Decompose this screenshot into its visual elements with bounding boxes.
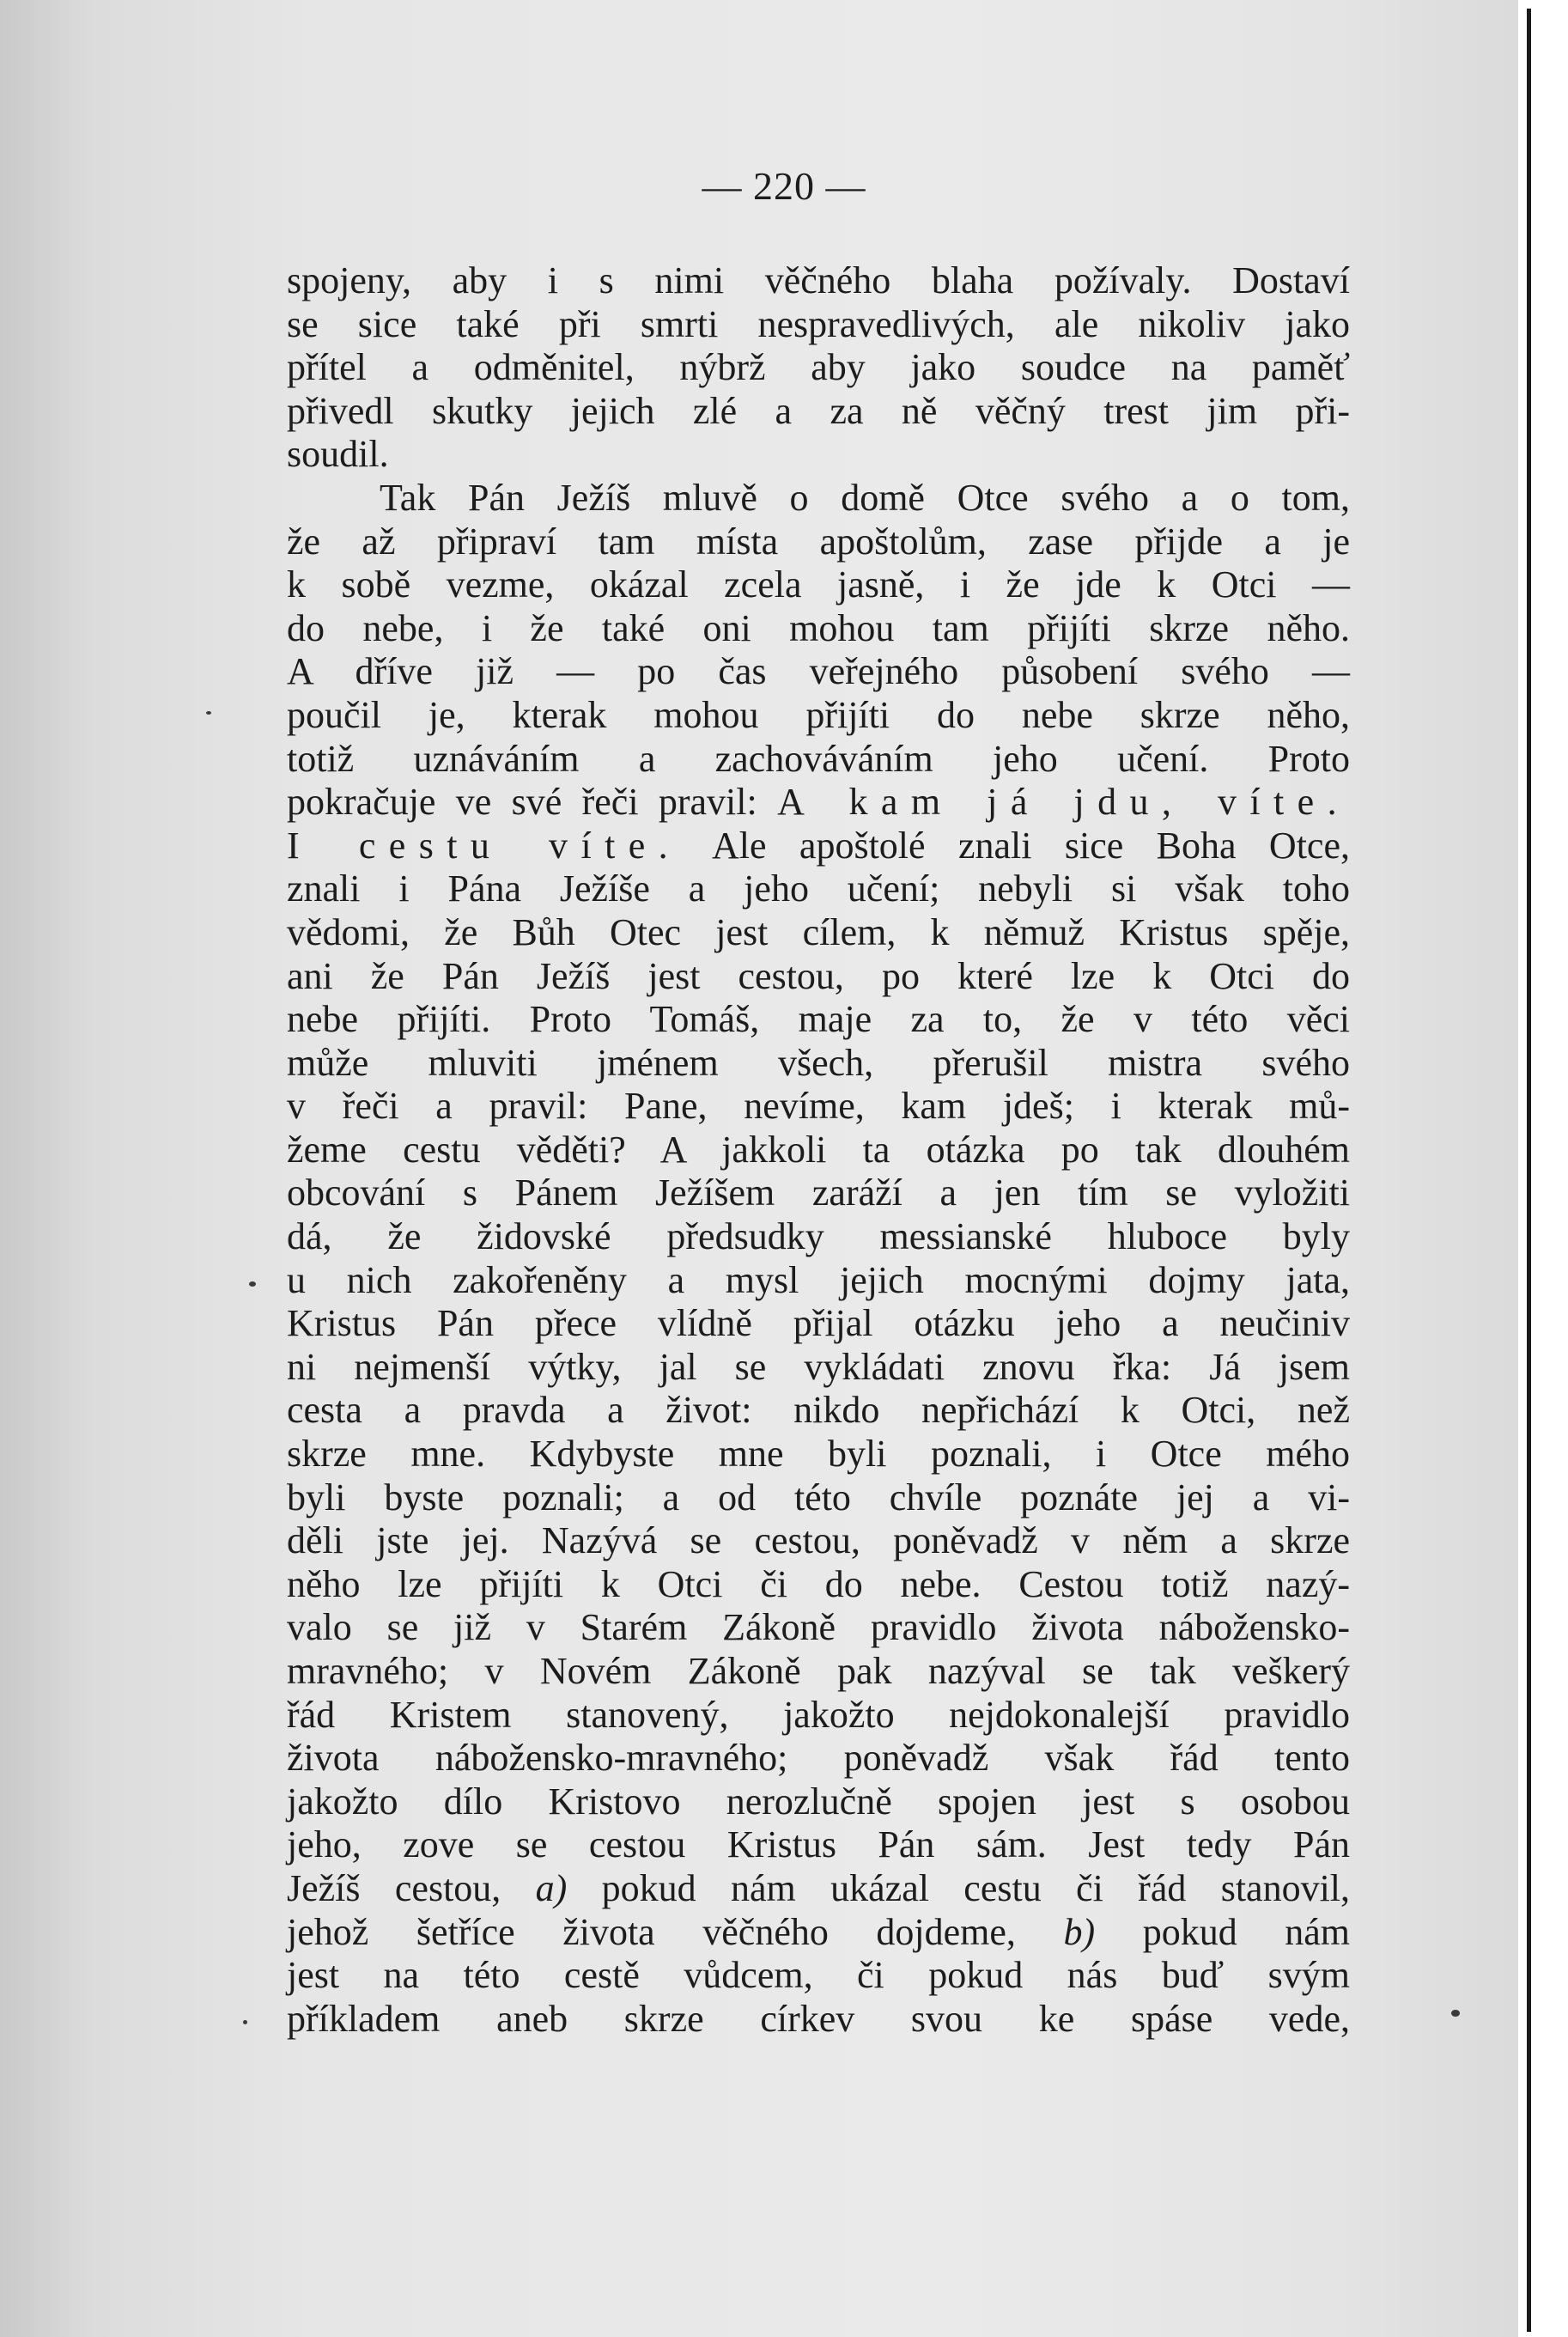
spaced-quote: A kam já jdu, víte. bbox=[777, 781, 1351, 824]
spaced-quote: I cestu víte. bbox=[287, 824, 682, 867]
text-line: v řeči a pravil: Pane, nevíme, kam jdeš; i kterak mů- bbox=[287, 1085, 1350, 1128]
right-margin bbox=[1518, 0, 1568, 2337]
text-line: ni nejmenší výtky, jal se vykládati znovu řka: Já jsem bbox=[287, 1345, 1350, 1388]
text-line: Tak Pán Ježíš mluvě o domě Otce svého a o tom, bbox=[380, 476, 1350, 519]
text-line: valo se již v Starém Zákoně pravidlo života nábožensko- bbox=[287, 1606, 1350, 1649]
text-line: mravného; v Novém Zákoně pak nazýval se tak veškerý bbox=[287, 1650, 1350, 1692]
text-line: jeho, zove se cestou Kristus Pán sám. Jest tedy Pán bbox=[287, 1823, 1350, 1866]
print-speck bbox=[206, 711, 211, 715]
text-line: života nábožensko-mravného; poněvadž však řád tento bbox=[287, 1737, 1350, 1780]
text-line: do nebe, i že také oni mohou tam přijíti skrze něho. bbox=[287, 606, 1350, 649]
text-line: u nich zakořeněny a mysl jejich mocnými dojmy jata, bbox=[287, 1258, 1350, 1301]
text-line: že až připraví tam místa apoštolům, zase přijde a je bbox=[287, 520, 1350, 563]
text-line-quote bbox=[287, 781, 1350, 825]
text-line: žeme cestu věděti? A jakkoli ta otázka po tak dlouhém bbox=[287, 1128, 1350, 1171]
text-line: vědomi, že Bůh Otec jest cílem, k němuž Kristus spěje, bbox=[287, 910, 1350, 953]
quote-prefix: pokračuje ve své řeči pravil: bbox=[287, 781, 757, 824]
print-speck bbox=[249, 1281, 256, 1287]
text-line: děli jste jej. Nazývá se cestou, poněvadž v něm a skrze bbox=[287, 1519, 1350, 1562]
text-line: A dříve již — po čas veřejného působení svého — bbox=[287, 650, 1350, 693]
text-line-quote bbox=[287, 825, 1350, 868]
text-line: cesta a pravda a život: nikdo nepřichází k Otci, než bbox=[287, 1389, 1350, 1432]
point-a-prefix: Ježíš cestou, bbox=[287, 1866, 501, 1909]
text-line: se sice také při smrti nespravedlivých, ale nikoliv jako bbox=[287, 302, 1350, 345]
text-line: řád Kristem stanovený, jakožto nejdokonalejší pravidlo bbox=[287, 1693, 1350, 1736]
page-edge-line bbox=[1527, 9, 1531, 2332]
text-line: může mluviti jménem všech, přerušil mistra svého bbox=[287, 1041, 1350, 1084]
text-line-point-a bbox=[287, 1867, 1350, 1911]
point-a-suffix: pokud nám ukázal cestu či řád stanovil, bbox=[601, 1866, 1351, 1909]
text-line: příkladem aneb skrze církev svou ke spáse vede, bbox=[287, 1997, 1350, 2040]
text-line: byli byste poznali; a od této chvíle poznáte jej a vi- bbox=[287, 1476, 1350, 1518]
print-speck bbox=[243, 2020, 247, 2024]
text-line: k sobě vezme, okázal zcela jasně, i že jde k Otci — bbox=[287, 563, 1350, 606]
text-line: dá, že židovské předsudky messianské hluboce byly bbox=[287, 1215, 1350, 1258]
text-line: Kristus Pán přece vlídně přijal otázku jeho a neučiniv bbox=[287, 1302, 1350, 1345]
text-line: totiž uznáváním a zachováváním jeho učení. Proto bbox=[287, 737, 1350, 780]
text-line: ani že Pán Ježíš jest cestou, po které lze k Otci do bbox=[287, 954, 1350, 997]
text-line: přítel a odměnitel, nýbrž aby jako soudce na paměť bbox=[287, 346, 1350, 389]
text-line: soudil. bbox=[287, 433, 389, 476]
text-line: přivedl skutky jejich zlé a za ně věčný trest jim při- bbox=[287, 389, 1350, 432]
text-line: jest na této cestě vůdcem, či pokud nás buď svým bbox=[287, 1954, 1350, 1997]
print-speck bbox=[1451, 2010, 1460, 2017]
text-line: znali i Pána Ježíše a jeho učení; nebyli si však toho bbox=[287, 867, 1350, 910]
point-b-suffix: pokud nám bbox=[1142, 1910, 1351, 1953]
text-line: obcování s Pánem Ježíšem zaráží a jen tím se vyložiti bbox=[287, 1172, 1350, 1214]
text-line: něho lze přijíti k Otci či do nebe. Cestou totiž nazý- bbox=[287, 1562, 1350, 1605]
quote-suffix: Ale apoštolé znali sice Boha Otce, bbox=[712, 824, 1350, 867]
marker-b: b) bbox=[1063, 1910, 1096, 1953]
text-line: spojeny, aby i s nimi věčného blaha požívaly. Dostaví bbox=[287, 259, 1350, 301]
page-number: — 220 — bbox=[702, 164, 866, 208]
text-line: poučil je, kterak mohou přijíti do nebe skrze něho, bbox=[287, 693, 1350, 736]
point-b-prefix: jehož šetříce života věčného dojdeme, bbox=[287, 1910, 1016, 1953]
text-line: nebe přijíti. Proto Tomáš, maje za to, že v této věci bbox=[287, 998, 1350, 1041]
body-text bbox=[287, 259, 1350, 2041]
text-line: skrze mne. Kdybyste mne byli poznali, i Otce mého bbox=[287, 1433, 1350, 1476]
text-line-point-b bbox=[287, 1911, 1350, 1955]
text-line: jakožto dílo Kristovo nerozlučně spojen jest s osobou bbox=[287, 1780, 1350, 1823]
marker-a: a) bbox=[535, 1866, 568, 1909]
